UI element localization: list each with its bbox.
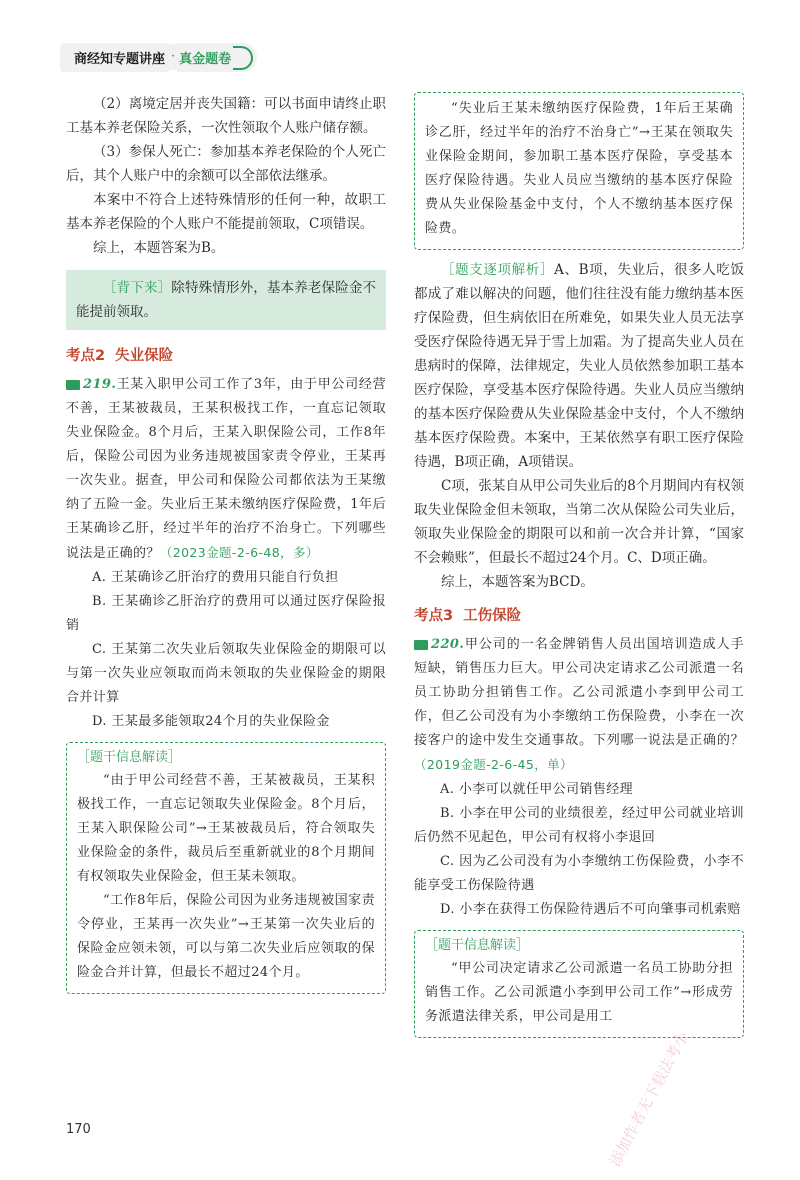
- analysis-paragraph: [414, 258, 744, 474]
- info-box-continued: [414, 92, 744, 250]
- left-column: [66, 92, 386, 994]
- section-number: 考点2: [66, 348, 106, 364]
- question-source: （2019金题-2-6-45，单）: [414, 757, 573, 772]
- question-icon: [66, 380, 80, 390]
- section-heading: [66, 344, 386, 365]
- paragraph: 综上，本题答案为B。: [93, 240, 225, 256]
- section-title: 失业保险: [115, 348, 174, 364]
- question-number: 220.: [431, 637, 465, 652]
- right-column: [414, 92, 744, 1038]
- option-a: A. 王某确诊乙肝治疗的费用只能自行负担: [92, 570, 339, 585]
- paragraph: （2）离境定居并丧失国籍：可以书面申请终止职工基本养老保险关系，一次性领取个人账户储存额。: [66, 96, 386, 136]
- info-paragraph: “工作8年后，保险公司因为业务违规被国家责令停业，王某再一次失业”→王某第一次失业后的保险金应领未领，可以与第二次失业后应领取的保险金合并计算，但最长不超过24个月。: [77, 893, 375, 980]
- title-separator: ·: [169, 44, 177, 70]
- memo-box: [66, 270, 386, 330]
- page-header: [60, 42, 257, 72]
- watermark-text: 添加作者无下载法考小: [605, 1028, 693, 1170]
- section-number: 考点3: [414, 608, 454, 624]
- option-c: C. 王某第二次失业后领取失业保险金的期限可以与第一次失业应领取而尚未领取的失业保险金的期限合并计算: [66, 642, 386, 705]
- option-b: B. 小李在甲公司的业绩很差，经过甲公司就业培训后仍然不见起色，甲公司有权将小李退回: [414, 806, 744, 845]
- option-b: B. 王某确诊乙肝治疗的费用可以通过医疗保险报销: [66, 594, 386, 633]
- section-title: 工伤保险: [463, 608, 522, 624]
- question-text: 王某入职甲公司工作了3年，由于甲公司经营不善，王某被裁员，王某积极找工作，一直忘记领取失业保险金。8个月后，王某入职保险公司，工作8年后，保险公司因为业务违规被国家责令停业，王某再一次失业。据查，甲公司和保险公司都依法为王某缴纳了五险一金。失业后王某未缴纳医疗保险费，1年后王某确诊乙肝，经过半年的治疗不治身亡。下列哪些说法是正确的？: [66, 377, 386, 561]
- info-box-title: ［题干信息解读］: [77, 750, 182, 765]
- paragraph: 本案中不符合上述特殊情形的任何一种，故职工基本养老保险的个人账户不能提前领取，C项错误。: [66, 192, 386, 232]
- question-source: （2023金题-2-6-48，多）: [159, 545, 319, 560]
- question-219: [66, 373, 386, 566]
- series-title: 商经知专题讲座: [60, 43, 169, 72]
- analysis-conclusion: 综上，本题答案为BCD。: [441, 574, 594, 590]
- series-subtitle: 真金题卷: [177, 43, 257, 72]
- analysis-text: A、B项，失业后，很多人吃饭都成了难以解决的问题，他们往往没有能力缴纳基本医疗保险费，但生病依旧在所难免，如果失业人员无法享受医疗保险待遇无异于雪上加霜。为了提高失业人员在患病时的保障，法律规定，失业人员依然参加职工基本医疗保险，享受基本医疗保险待遇。失业人员应当缴纳的基本医疗保险费从失业保险基金中支付，个人不缴纳基本医疗保险费。本案中，王某依然享有职工医疗保险待遇，B项正确，A项错误。: [414, 262, 744, 470]
- question-220: [414, 633, 744, 778]
- question-icon: [414, 640, 428, 650]
- info-box: [414, 930, 744, 1038]
- paragraph: （3）参保人死亡：参加基本养老保险的个人死亡后，其个人账户中的余额可以全部依法继承。: [66, 144, 386, 184]
- analysis-paragraph: C项，张某自从甲公司失业后的8个月期间内有权领取失业保险金但未领取，当第二次从保险公司失业后，领取失业保险金的期限可以和前一次合并计算，“国家不会赖账”，但最长不超过24个月。C、D项正确。: [414, 478, 744, 566]
- watermark: [605, 920, 794, 1170]
- memo-tag: ［背下来］: [103, 280, 172, 296]
- option-d: D. 小李在获得工伤保险待遇后不可向肇事司机索赔: [440, 902, 741, 917]
- section-heading: [414, 604, 744, 625]
- option-a: A. 小李可以就任甲公司销售经理: [440, 782, 634, 797]
- info-paragraph: “由于甲公司经营不善，王某被裁员，王某积极找工作，一直忘记领取失业保险金。8个月后，王某入职保险公司”→王某被裁员后，符合领取失业保险金的条件，裁员后至重新就业的8个月期间有权领取失业保险金，但王某未领取。: [77, 773, 375, 884]
- info-paragraph: “失业后王某未缴纳医疗保险费，1年后王某确诊乙肝，经过半年的治疗不治身亡”→王某在领取失业保险金期间，参加职工基本医疗保险，享受基本医疗保险待遇。失业人员应当缴纳的基本医疗保险费从失业保险基金中支付，个人不缴纳基本医疗保险费。: [425, 101, 733, 236]
- page-number: 170: [66, 1122, 91, 1137]
- memo-text: 除特殊情形外，基本养老保险金不能提前领取。: [76, 280, 377, 320]
- question-number: 219.: [83, 377, 117, 392]
- option-c: C. 因为乙公司没有为小李缴纳工伤保险费，小李不能享受工伤保险待遇: [414, 854, 744, 893]
- analysis-tag: ［题支逐项解析］: [441, 262, 555, 278]
- info-box-title: ［题干信息解读］: [425, 938, 530, 953]
- question-text: 甲公司的一名金牌销售人员出国培训造成人手短缺，销售压力巨大。甲公司决定请求乙公司派遣一名员工协助分担销售工作。乙公司派遣小李到甲公司工作，但乙公司没有为小李缴纳工伤保险费，小李在一次接客户的途中发生交通事故。下列哪一说法是正确的？: [414, 637, 744, 748]
- info-box: [66, 742, 386, 994]
- option-d: D. 王某最多能领取24个月的失业保险金: [92, 714, 330, 729]
- info-paragraph: “甲公司决定请求乙公司派遣一名员工协助分担销售工作。乙公司派遣小李到甲公司工作”→形成劳务派遣法律关系，甲公司是用工: [425, 961, 733, 1024]
